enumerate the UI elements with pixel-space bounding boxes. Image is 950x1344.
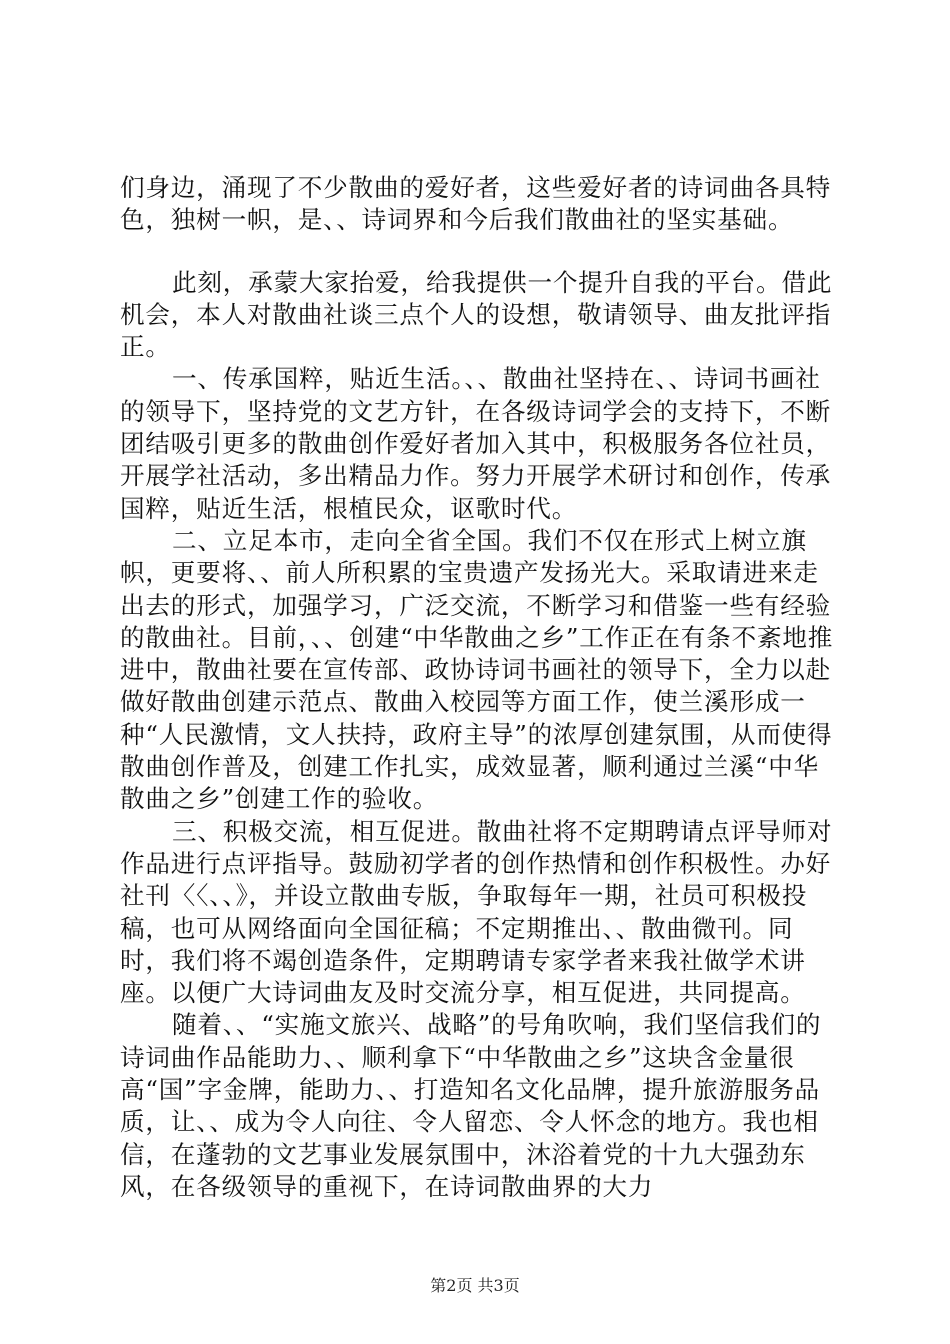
document-body <box>120 172 840 1203</box>
paragraph-continuation: 们身边，涌现了不少散曲的爱好者，这些爱好者的诗词曲各具特色，独树一帜，是、、诗词界和今后我们散曲社的坚实基础。 <box>120 173 832 235</box>
paragraph-point-two: 二、立足本市，走向全省全国。我们不仅在形式上树立旗帜，更要将、、前人所积累的宝贵遗产发扬光大。采取请进来走出去的形式，加强学习，广泛交流，不断学习和借鉴一些有经验的散曲社。目前，、、创建“中华散曲之乡”工作正在有条不紊地推进中，散曲社要在宣传部、政协诗词书画社的领导下，全力以赴做好散曲创建示范点、散曲入校园等方面工作，使兰溪形成一种“人民激情，文人扶持，政府主导”的浓厚创建氛围，从而使得散曲创作普及，创建工作扎实，成效显著，顺利通过兰溪“中华散曲之乡”创建工作的验收。 <box>120 525 834 814</box>
paragraph-point-one: 一、传承国粹，贴近生活。、、散曲社坚持在、、诗词书画社的领导下，坚持党的文艺方针，在各级诗词学会的支持下，不断团结吸引更多的散曲创作爱好者加入其中，积极服务各位社员，开展学社活动，多出精品力作。努力开展学术研讨和创作，传承国粹，贴近生活，根植民众，讴歌时代。 <box>120 364 832 523</box>
page-footer: 第2页 共3页 <box>430 1276 520 1295</box>
paragraph-gap <box>120 237 840 267</box>
paragraph-point-three: 三、积极交流，相互促进。散曲社将不定期聘请点评导师对作品进行点评指导。鼓励初学者的创作热情和创作积极性。办好社刊〈〈、、》，并设立散曲专版，争取每年一期，社员可积极投稿，也可从网络面向全国征稿；不定期推出、、散曲微刊。同时，我们将不竭创造条件，定期聘请专家学者来我社做学术讲座。以便广大诗词曲友及时交流分享，相互促进，共同提高。 <box>120 816 833 1008</box>
paragraph-intro: 此刻，承蒙大家抬爱，给我提供一个提升自我的平台。借此机会，本人对散曲社谈三点个人的设想，敬请领导、曲友批评指正。 <box>120 267 833 362</box>
paragraph-closing: 随着、、“实施文旅兴、战略”的号角吹响，我们坚信我们的诗词曲作品能助力、、顺利拿下“中华散曲之乡”这块含金量很高“国”字金牌，能助力、、打造知名文化品牌，提升旅游服务品质，让、、成为令人向往、令人留恋、令人怀念的地方。我也相信，在蓬勃的文艺事业发展氛围中，沐浴着党的十九大强劲东风，在各级领导的重视下，在诗词散曲界的大力 <box>120 1010 822 1201</box>
